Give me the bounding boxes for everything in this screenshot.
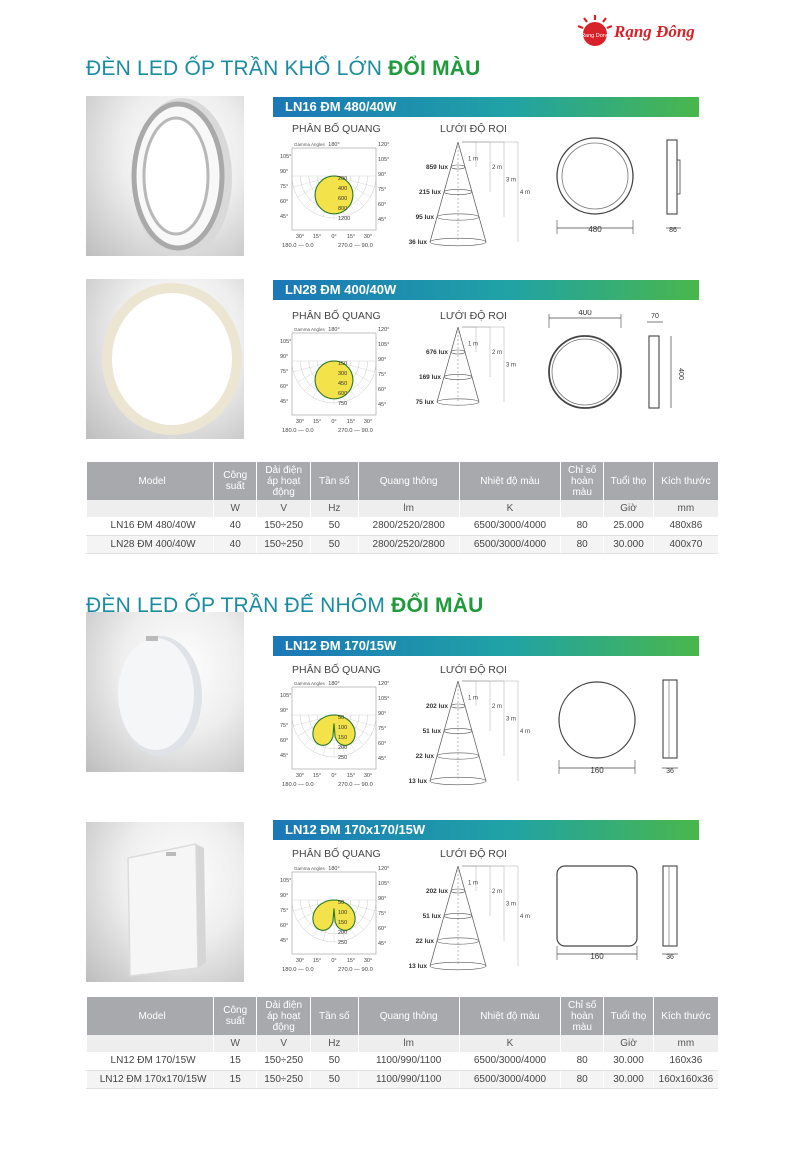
distance-label: 2 m: [492, 350, 503, 356]
polar-scale-value: 600: [338, 196, 348, 202]
lux-value: 22 lux: [415, 753, 434, 760]
dim-height: 400: [677, 368, 684, 380]
polar-angle: 15°: [312, 234, 322, 240]
cone-diagram: [416, 327, 516, 406]
polar-angle: 45°: [378, 941, 387, 947]
col-flux: Quang thông: [358, 462, 459, 500]
polar-diagram-ln12-square: [278, 862, 390, 978]
distance-label: 1 m: [468, 341, 479, 348]
distance-label: 3 m: [506, 362, 517, 369]
lux-value: 13 lux: [408, 963, 427, 970]
product-photo-ln28: [86, 279, 244, 439]
polar-angle: 180°: [328, 681, 340, 687]
illuminance-cone-ln12-square: [400, 862, 540, 982]
polar-scale-value: 200: [338, 745, 348, 751]
polar-angle: 15°: [312, 773, 322, 779]
polar-angle: 45°: [280, 938, 289, 944]
lux-value: 95 lux: [415, 214, 434, 221]
col-size: Kích thước: [653, 997, 718, 1035]
polar-angle: 105°: [280, 339, 292, 345]
polar-angle: 105°: [280, 693, 292, 699]
polar-lobe: [315, 176, 353, 214]
polar-scale-value: 400: [338, 186, 348, 192]
section-title-2: ĐÈN LED ỐP TRẦN ĐẾ NHÔM ĐỔI MÀU: [86, 594, 484, 617]
col-voltage: Dải điện áp hoạt động: [257, 997, 311, 1035]
polar-gamma-label: Gamma Angles: [294, 866, 325, 871]
dimension-drawing-ln12-round: [545, 666, 705, 786]
polar-angle: 90°: [280, 893, 289, 899]
product-photo-ln12-round: [86, 612, 244, 772]
polar-angle: 75°: [280, 723, 289, 729]
illuminance-cone-ln28: [400, 323, 540, 443]
illuminance-cone-ln12-round: [400, 677, 540, 797]
polar-angle: 30°: [295, 958, 305, 964]
table-row: LN12 ĐM 170/15W 15 150÷250 50 1100/990/1100 6500/3000/4000 80 30.000 160x36: [87, 1052, 719, 1070]
distance-label: 3 m: [506, 177, 517, 184]
polar-angle: 30°: [295, 419, 305, 425]
polar-angle: 75°: [378, 911, 387, 917]
col-voltage: Dải điện áp hoạt động: [257, 462, 311, 500]
distance-label: 1 m: [468, 156, 479, 163]
polar-angle: 15°: [346, 773, 356, 779]
col-flux: Quang thông: [358, 997, 459, 1035]
polar-angle: 75°: [378, 187, 387, 193]
polar-angle: 105°: [280, 154, 292, 160]
dim-width: 480: [588, 225, 602, 234]
polar-scale-value: 50: [338, 715, 345, 721]
polar-angle: 120°: [378, 142, 390, 148]
polar-scale-value: 150: [338, 920, 348, 926]
polar-angle: 75°: [378, 372, 387, 378]
brand-logo: [574, 12, 714, 52]
polar-angle: 90°: [378, 711, 387, 717]
lux-value: 51 lux: [422, 913, 441, 920]
col-model: Model: [87, 997, 214, 1035]
polar-label: PHÂN BỐ QUANG: [292, 310, 381, 322]
polar-angle: 75°: [280, 369, 289, 375]
polar-angle: 15°: [346, 958, 356, 964]
polar-angle: 30°: [363, 773, 373, 779]
product-bar-ln28: LN28 ĐM 400/40W: [273, 280, 699, 300]
brand-name: Rạng Đông: [614, 22, 695, 41]
sun-logo-icon: [576, 14, 614, 50]
col-freq: Tần số: [311, 462, 358, 500]
polar-legend: 180.0 — 0.0: [282, 967, 314, 973]
polar-angle: 60°: [378, 202, 387, 208]
illuminance-cone-ln16: [400, 138, 540, 258]
polar-angle: 90°: [280, 708, 289, 714]
polar-angle: 45°: [378, 217, 387, 223]
spec-table-2: [86, 997, 718, 1089]
polar-angle: 60°: [280, 738, 289, 744]
col-model: Model: [87, 462, 214, 500]
polar-angle: 90°: [378, 357, 387, 363]
polar-angle: 90°: [280, 169, 289, 175]
polar-angle: 0°: [331, 234, 337, 240]
table-header-row: [87, 462, 719, 500]
dim-width: 160: [590, 952, 604, 961]
cone-label: LƯỚI ĐỘ RỌI: [440, 310, 507, 322]
dim-width: 400: [578, 310, 592, 317]
polar-scale-value: 100: [338, 910, 348, 916]
polar-angle: 90°: [378, 896, 387, 902]
lux-value: 169 lux: [418, 374, 441, 381]
dim-depth: 70: [651, 313, 659, 320]
polar-angle: 45°: [378, 402, 387, 408]
polar-angle: 15°: [312, 958, 322, 964]
polar-diagram-ln28: [278, 323, 390, 439]
polar-angle: 60°: [378, 926, 387, 932]
polar-scale-value: 50: [338, 900, 345, 906]
polar-gamma-label: Gamma Angles: [294, 327, 325, 332]
product-bar-ln12-square: LN12 ĐM 170x170/15W: [273, 820, 699, 840]
distance-label: 3 m: [506, 901, 517, 908]
polar-scale-value: 1200: [338, 216, 351, 222]
polar-angle: 105°: [378, 881, 390, 887]
polar-scale-value: 250: [338, 940, 348, 946]
polar-legend: 270.0 — 90.0: [338, 428, 373, 434]
polar-angle: 120°: [378, 327, 390, 333]
polar-angle: 75°: [378, 726, 387, 732]
product-bar-ln12-round: LN12 ĐM 170/15W: [273, 636, 699, 656]
polar-angle: 0°: [331, 958, 337, 964]
polar-angle: 105°: [378, 696, 390, 702]
polar-legend: 270.0 — 90.0: [338, 782, 373, 788]
cone-label: LƯỚI ĐỘ RỌI: [440, 123, 507, 135]
polar-angle: 75°: [280, 908, 289, 914]
polar-angle: 0°: [331, 773, 337, 779]
lux-value: 51 lux: [422, 728, 441, 735]
polar-angle: 15°: [346, 234, 356, 240]
lux-value: 859 lux: [425, 164, 448, 171]
polar-plot: [280, 327, 389, 434]
cone-edge: [437, 327, 458, 402]
table-header-row: [87, 997, 719, 1035]
polar-angle: 15°: [346, 419, 356, 425]
spec-table-1: [86, 462, 718, 554]
distance-label: 4 m: [520, 729, 531, 735]
table-row: LN12 ĐM 170x170/15W 15 150÷250 50 1100/990/1100 6500/3000/4000 80 30.000 160x160x36: [87, 1070, 719, 1088]
polar-scale-value: 250: [338, 755, 348, 761]
polar-angle: 60°: [280, 384, 289, 390]
polar-scale-value: 800: [338, 206, 348, 212]
polar-angle: 180°: [328, 866, 340, 872]
distance-label: 3 m: [506, 716, 517, 723]
polar-angle: 30°: [363, 234, 373, 240]
polar-angle: 15°: [312, 419, 322, 425]
distance-label: 2 m: [492, 165, 503, 171]
section-title-1: ĐÈN LED ỐP TRẦN KHỔ LỚN ĐỔI MÀU: [86, 57, 481, 80]
lux-value: 202 lux: [425, 888, 448, 895]
lux-value: 22 lux: [415, 938, 434, 945]
polar-legend: 270.0 — 90.0: [338, 243, 373, 249]
polar-angle: 45°: [280, 214, 289, 220]
polar-angle: 60°: [378, 741, 387, 747]
distance-label: 2 m: [492, 704, 503, 710]
polar-label: PHÂN BỐ QUANG: [292, 664, 381, 676]
dim-height: 36: [666, 954, 674, 961]
polar-legend: 180.0 — 0.0: [282, 782, 314, 788]
polar-plot: [280, 681, 389, 788]
polar-angle: 45°: [378, 756, 387, 762]
col-life: Tuổi thọ: [604, 462, 654, 500]
cone-diagram: [409, 142, 530, 246]
polar-label: PHÂN BỐ QUANG: [292, 848, 381, 860]
lux-value: 202 lux: [425, 703, 448, 710]
polar-scale-value: 750: [338, 401, 348, 407]
polar-angle: 90°: [280, 354, 289, 360]
polar-angle: 105°: [280, 878, 292, 884]
polar-angle: 60°: [280, 199, 289, 205]
polar-angle: 180°: [328, 327, 340, 333]
polar-scale-value: 200: [338, 930, 348, 936]
col-cct: Nhiệt độ màu: [459, 462, 560, 500]
polar-angle: 30°: [363, 958, 373, 964]
polar-angle: 60°: [280, 923, 289, 929]
distance-label: 2 m: [492, 889, 503, 895]
col-cri: Chỉ số hoàn màu: [561, 997, 604, 1035]
polar-legend: 180.0 — 0.0: [282, 428, 314, 434]
polar-scale-value: 200: [338, 176, 348, 182]
product-bar-ln16: LN16 ĐM 480/40W: [273, 97, 699, 117]
polar-angle: 30°: [295, 234, 305, 240]
table-unit-row: W V Hz lm K Giờ mm: [87, 500, 719, 517]
polar-angle: 75°: [280, 184, 289, 190]
polar-scale-value: 100: [338, 725, 348, 731]
distance-label: 1 m: [468, 880, 479, 887]
polar-angle: 105°: [378, 342, 390, 348]
lux-value: 13 lux: [408, 778, 427, 785]
col-life: Tuổi thọ: [604, 997, 654, 1035]
table-row: LN28 ĐM 400/40W 40 150÷250 50 2800/2520/2800 6500/3000/4000 80 30.000 400x70: [87, 535, 719, 553]
polar-angle: 120°: [378, 681, 390, 687]
dim-height: 86: [669, 227, 677, 234]
dim-height: 36: [666, 768, 674, 775]
table-row: LN16 ĐM 480/40W 40 150÷250 50 2800/2520/2800 6500/3000/4000 80 25.000 480x86: [87, 517, 719, 535]
polar-diagram-ln12-round: [278, 677, 390, 793]
polar-angle: 45°: [280, 399, 289, 405]
lux-value: 215 lux: [418, 189, 441, 196]
lux-value: 75 lux: [415, 399, 434, 406]
product-photo-ln12-square: [86, 822, 244, 982]
polar-lobe: [315, 361, 353, 399]
dim-width: 160: [590, 766, 604, 775]
polar-plot: [280, 142, 389, 249]
polar-scale-value: 150: [338, 361, 348, 367]
cone-label: LƯỚI ĐỘ RỌI: [440, 664, 507, 676]
polar-diagram-ln16: [278, 138, 390, 254]
polar-angle: 105°: [378, 157, 390, 163]
polar-scale-value: 450: [338, 381, 348, 387]
distance-label: 4 m: [520, 914, 531, 920]
polar-legend: 180.0 — 0.0: [282, 243, 314, 249]
polar-legend: 270.0 — 90.0: [338, 967, 373, 973]
logo-mark-text: Rang Dong: [581, 33, 609, 39]
polar-scale-value: 150: [338, 735, 348, 741]
polar-gamma-label: Gamma Angles: [294, 142, 325, 147]
col-cct: Nhiệt độ màu: [459, 997, 560, 1035]
product-photo-ln16: [86, 96, 244, 256]
col-cri: Chỉ số hoàn màu: [561, 462, 604, 500]
polar-angle: 45°: [280, 753, 289, 759]
dimension-drawing-ln28: [545, 310, 705, 430]
cone-label: LƯỚI ĐỘ RỌI: [440, 848, 507, 860]
polar-angle: 120°: [378, 866, 390, 872]
polar-angle: 60°: [378, 387, 387, 393]
dimension-drawing-ln12-square: [545, 852, 705, 972]
polar-angle: 30°: [363, 419, 373, 425]
distance-label: 4 m: [520, 190, 531, 196]
polar-scale-value: 300: [338, 371, 348, 377]
lux-value: 36 lux: [408, 239, 427, 246]
distance-label: 1 m: [468, 695, 479, 702]
polar-angle: 180°: [328, 142, 340, 148]
polar-angle: 30°: [295, 773, 305, 779]
polar-label: PHÂN BỐ QUANG: [292, 123, 381, 135]
cone-diagram: [409, 681, 530, 785]
dimension-drawing-ln16: [545, 128, 705, 248]
lux-value: 676 lux: [425, 349, 448, 356]
polar-scale-value: 600: [338, 391, 348, 397]
polar-gamma-label: Gamma Angles: [294, 681, 325, 686]
polar-plot: [280, 866, 389, 973]
col-size: Kích thước: [653, 462, 718, 500]
col-power: Công suất: [214, 997, 257, 1035]
col-freq: Tần số: [311, 997, 358, 1035]
cone-diagram: [409, 866, 530, 970]
table-unit-row: W V Hz lm K Giờ mm: [87, 1035, 719, 1052]
polar-angle: 0°: [331, 419, 337, 425]
col-power: Công suất: [214, 462, 257, 500]
polar-angle: 90°: [378, 172, 387, 178]
